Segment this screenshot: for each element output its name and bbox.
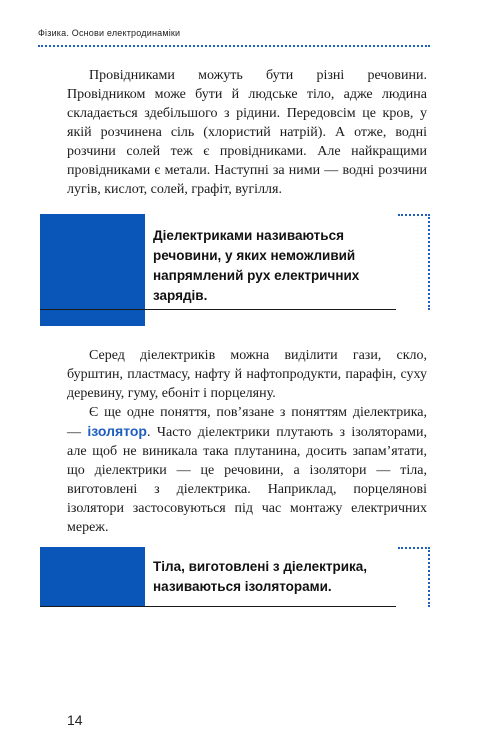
definition-underline — [40, 606, 396, 607]
definition-accent-block — [40, 547, 145, 607]
running-header: Фізика. Основи електродинаміки — [38, 28, 181, 38]
insulator-text-before: Є ще одне поняття, пов’язане з поняттям діелектрика, — — [67, 405, 427, 440]
paragraph-conductors-text: Провідниками можуть бути різні речовини. Провідником може бути й людське тіло, адже людина складається здебільшого з рідини. Передовсім це кров, у якій розчинена сіль (хлористий натрій). А отже, водні розчини солей теж є провідниками. Але найкращими провідниками є метали. Наступні за ними — водні розчини лугів, кислот, солей, графіт, вугілля. — [67, 68, 427, 197]
page-number: 14 — [67, 712, 83, 728]
paragraph-conductors — [67, 66, 427, 199]
definition-dielectrics-text: Діелектриками називаються речовини, у яких неможливий напрямлений рух електричних зарядів. — [153, 228, 360, 303]
definition-dotted-corner — [398, 547, 430, 607]
definition-insulators-text: Тіла, виготовлені з діелектрика, називаються ізоляторами. — [153, 559, 368, 594]
paragraph-dielectric-examples-text: Серед діелектриків можна виділити гази, скло, бурштин, пластмасу, нафту й нафтопродукти, парафін, суху деревину, гуму, ебоніт і порцеляну. — [67, 348, 427, 401]
insulator-term: ізолятор — [87, 423, 147, 439]
definition-box-dielectrics — [40, 214, 430, 326]
definition-underline — [40, 309, 396, 310]
paragraph-insulator — [67, 403, 427, 537]
insulator-text-after: . Часто діелектрики плутають з ізоляторами, але щоб не виникала така плутанина, досить запам’ятати, що діелектрики — це речовини, а ізолятори — тіла, виготовлені з діелектрика. Наприклад, порцелянові ізолятори застосовуються під час монтажу електричних мереж. — [67, 425, 427, 535]
header-dotted-rule — [38, 45, 430, 47]
definition-box-insulators — [40, 547, 430, 607]
definition-dotted-corner — [398, 214, 430, 310]
paragraph-dielectric-examples — [67, 346, 427, 537]
